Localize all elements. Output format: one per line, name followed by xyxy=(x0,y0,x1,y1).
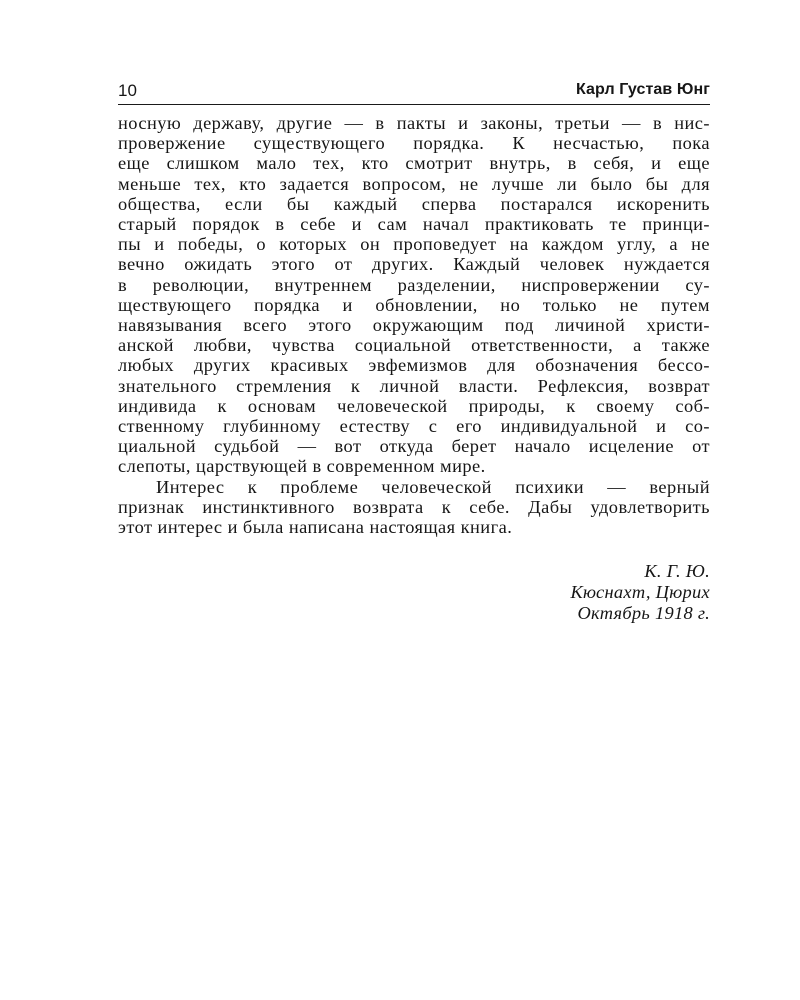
text-line: пы и победы, о которых он проповедует на каждом углу, а не xyxy=(118,234,710,255)
body-text xyxy=(118,113,710,537)
text-line: ществующего порядка и обновлении, но только не путем xyxy=(118,294,710,315)
page-number: 10 xyxy=(118,81,137,100)
paragraph-1 xyxy=(118,113,710,477)
text-line: навязывания всего этого окружающим под личиной христи- xyxy=(118,315,710,336)
signature-block xyxy=(118,561,710,624)
text-line: слепоты, царствующей в современном мире. xyxy=(118,456,486,477)
text-line: в революции, внутреннем разделении, ниспровержении су- xyxy=(118,274,710,295)
text-line: ственному глубинному естеству с его индивидуальной и со- xyxy=(118,416,710,437)
text-line: признак инстинктивного возврата к себе. Дабы удовлетворить xyxy=(118,496,710,517)
text-line: старый порядок в себе и сам начал практиковать те принци- xyxy=(118,214,710,235)
text-line: циальной судьбой — вот откуда берет начало исцеление от xyxy=(118,436,710,457)
text-line: анской любви, чувства социальной ответственности, а также xyxy=(118,335,710,356)
text-line: провержение существующего порядка. К несчастью, пока xyxy=(118,133,710,154)
signature-date: Октябрь 1918 г. xyxy=(577,603,710,624)
text-line: носную державу, другие — в пакты и законы, третьи — в нис- xyxy=(118,113,710,133)
running-header xyxy=(118,78,710,105)
text-line: Интерес к проблеме человеческой психики — верный xyxy=(156,476,710,497)
text-line: еще слишком мало тех, кто смотрит внутрь, в себя, и еще xyxy=(118,153,710,174)
text-line: индивида к основам человеческой природы, к своему соб- xyxy=(118,395,710,416)
text-line: вечно ожидать этого от других. Каждый человек нуждается xyxy=(118,254,710,275)
author-initials: К. Г. Ю. xyxy=(644,561,710,582)
text-line: знательного стремления к личной власти. Рефлексия, возврат xyxy=(118,375,710,396)
text-line: общества, если бы каждый сперва постарался искоренить xyxy=(118,193,710,214)
book-page xyxy=(118,78,710,624)
text-line: этот интерес и была написана настоящая книга. xyxy=(118,517,513,538)
signature-place: Кюснахт, Цюрих xyxy=(570,582,710,603)
text-line: меньше тех, кто задается вопросом, не лучше ли было бы для xyxy=(118,173,710,194)
text-line: любых других красивых эвфемизмов для обозначения бессо- xyxy=(118,355,710,376)
running-title: Карл Густав Юнг xyxy=(575,81,710,98)
paragraph-2 xyxy=(118,477,710,538)
